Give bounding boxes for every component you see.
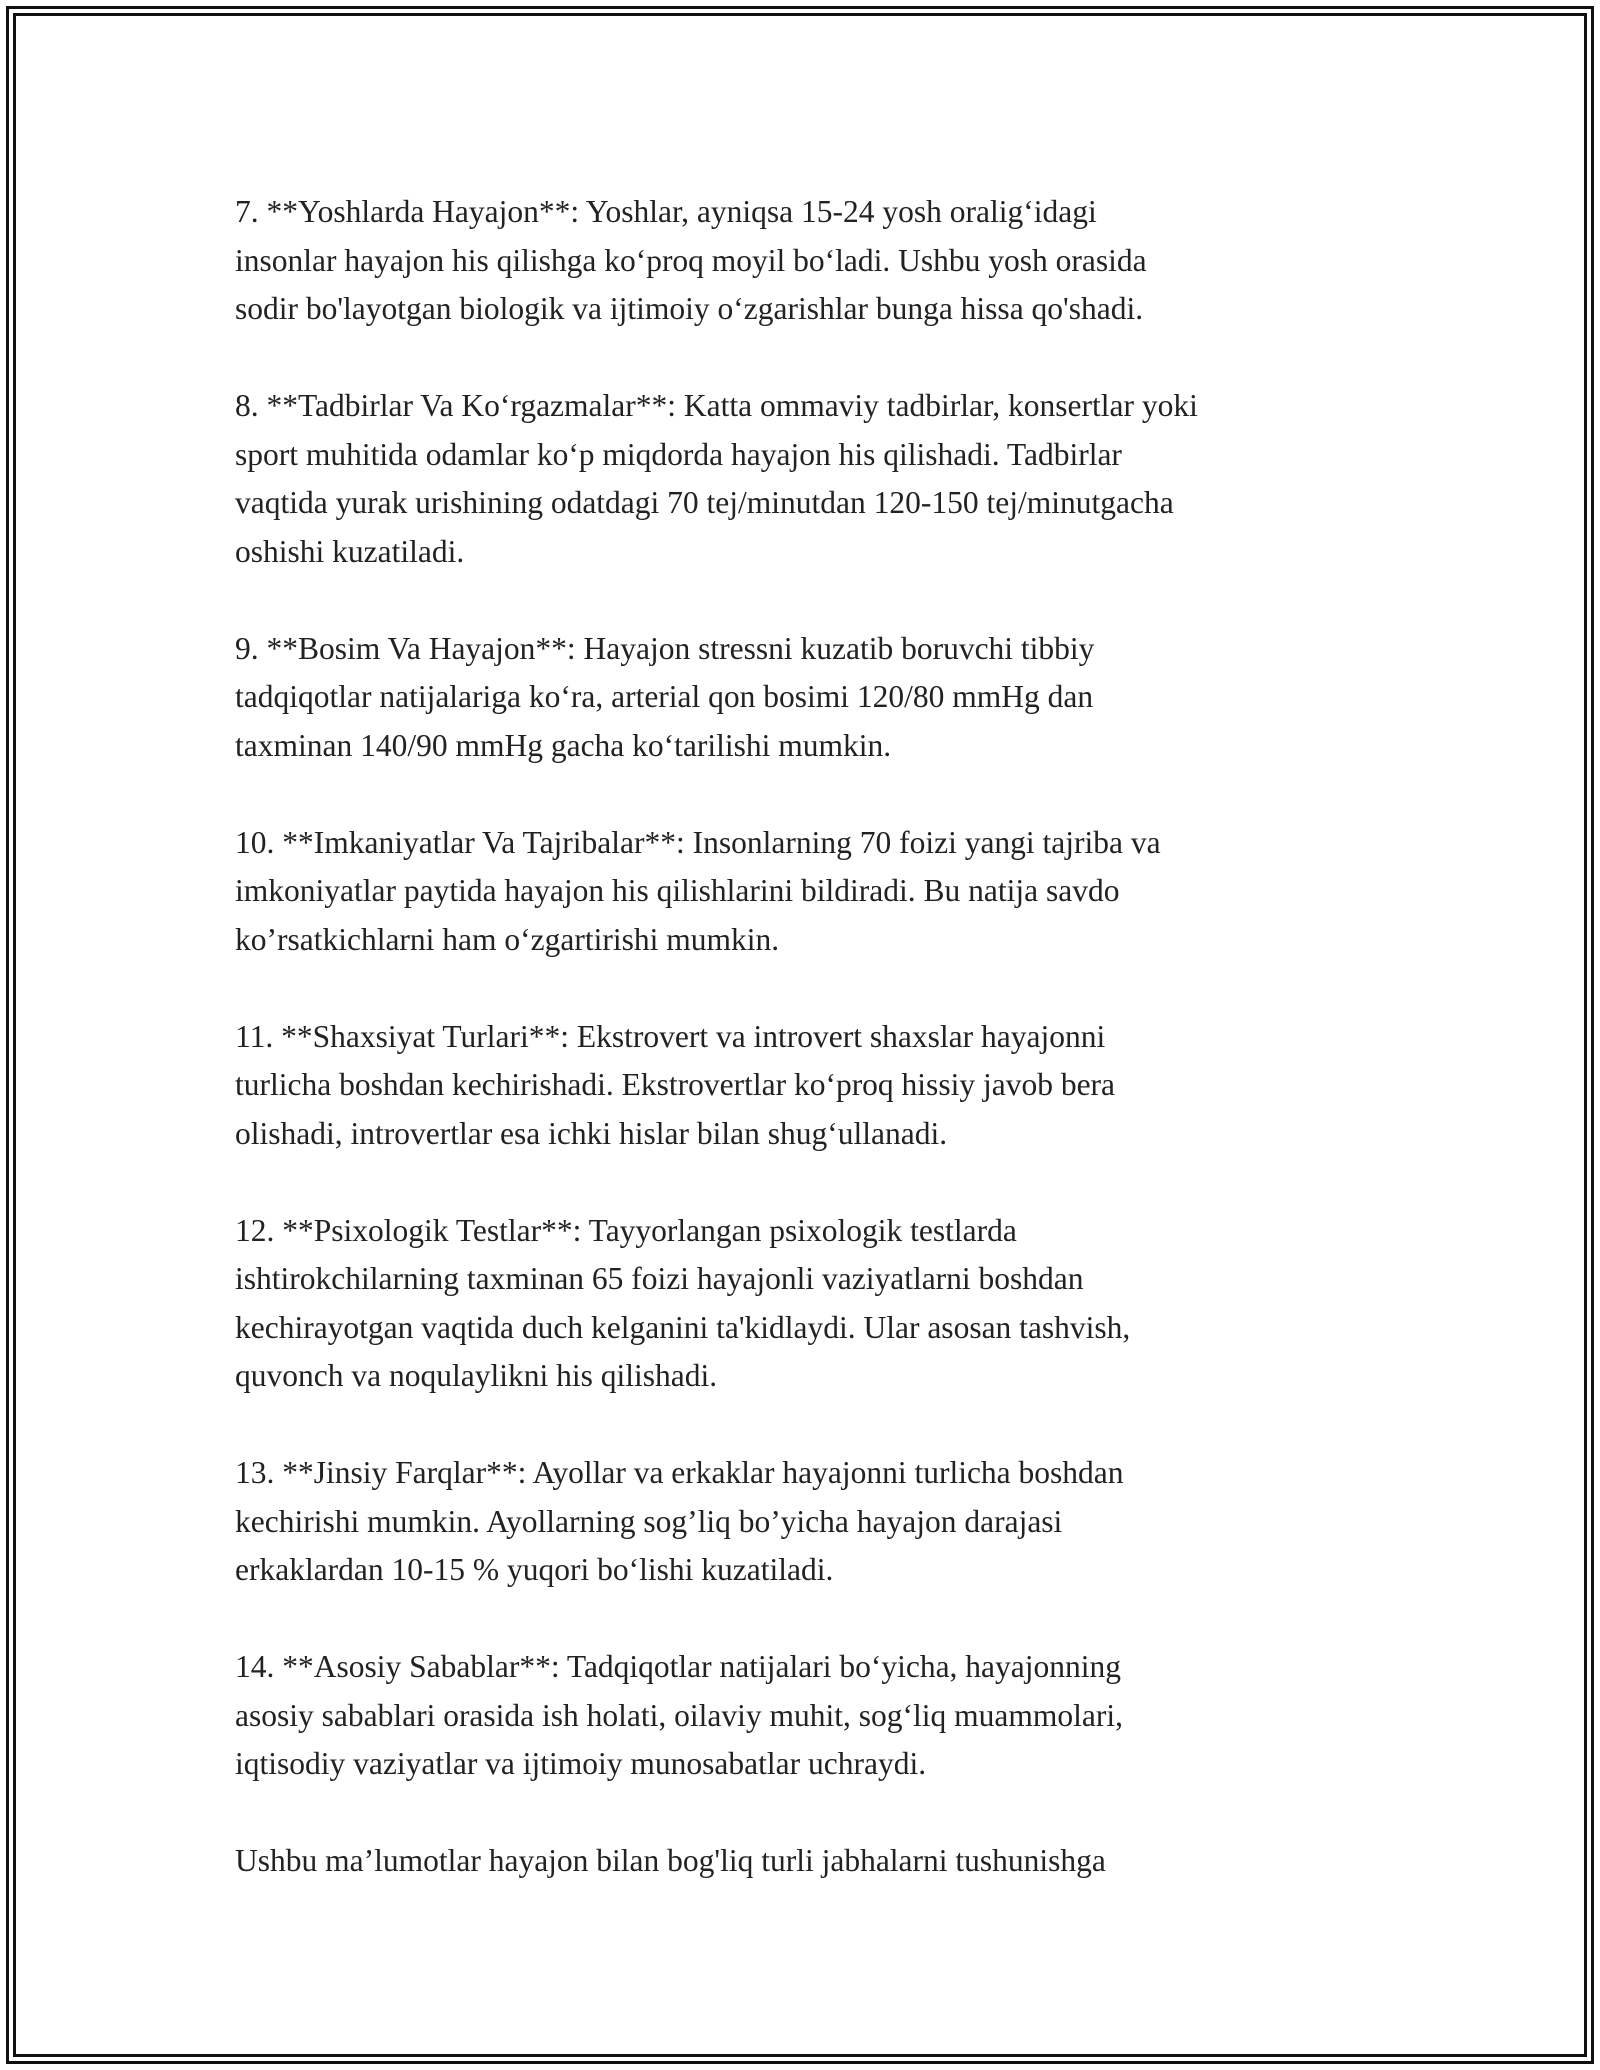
text-line: vaqtida yurak urishining odatdagi 70 tej/minutdan 120-150 tej/minutgacha (235, 485, 1174, 520)
text-line: sodir bo'layotgan biologik va ijtimoiy o‘zgarishlar bunga hissa qo'shadi. (235, 291, 1144, 326)
paragraph-conclusion (235, 1837, 1385, 1886)
text-line: erkaklardan 10-15 % yuqori bo‘lishi kuzatiladi. (235, 1552, 834, 1587)
text-line: 12. **Psixologik Testlar**: Tayyorlangan psixologik testlarda (235, 1212, 1017, 1248)
paragraph-item-11 (235, 1013, 1385, 1159)
text-line: kechirayotgan vaqtida duch kelganini ta'kidlaydi. Ular asosan tashvish, (235, 1309, 1131, 1345)
document-body (235, 188, 1385, 1934)
text-line: ko’rsatkichlarni ham o‘zgartirishi mumkin. (235, 921, 780, 957)
paragraph-item-13 (235, 1449, 1385, 1595)
text-line: sport muhitida odamlar ko‘p miqdorda hayajon his qilishadi. Tadbirlar (235, 436, 1122, 472)
text-line: 14. **Asosiy Sabablar**: Tadqiqotlar natijalari bo‘yicha, hayajonning (235, 1649, 1122, 1684)
text-line: olishadi, introvertlar esa ichki hislar bilan shug‘ullanadi. (235, 1115, 948, 1151)
text-line: kechirishi mumkin. Ayollarning sog’liq bo’yicha hayajon darajasi (235, 1503, 1063, 1539)
text-line: 10. **Imkaniyatlar Va Tajribalar**: Insonlarning 70 foizi yangi tajriba va (235, 824, 1161, 860)
text-line: oshishi kuzatiladi. (235, 533, 465, 569)
text-line: 7. **Yoshlarda Hayajon**: Yoshlar, ayniqsa 15-24 yosh oralig‘idagi (235, 194, 1097, 229)
text-line: 13. **Jinsiy Farqlar**: Ayollar va erkaklar hayajonni turlicha boshdan (235, 1455, 1124, 1490)
text-line: imkoniyatlar paytida hayajon his qilishlarini bildiradi. Bu natija savdo (235, 873, 1120, 908)
text-line: insonlar hayajon his qilishga ko‘proq moyil bo‘ladi. Ushbu yosh orasida (235, 242, 1147, 278)
text-line: 11. **Shaxsiyat Turlari**: Ekstrovert va introvert shaxslar hayajonni (235, 1018, 1106, 1054)
paragraph-item-8 (235, 382, 1385, 576)
text-line: 9. **Bosim Va Hayajon**: Hayajon stressni kuzatib boruvchi tibbiy (235, 630, 1095, 666)
paragraph-item-7 (235, 188, 1385, 334)
paragraph-item-9 (235, 625, 1385, 771)
paragraph-item-14 (235, 1643, 1385, 1789)
paragraph-item-12 (235, 1207, 1385, 1401)
text-line: Ushbu ma’lumotlar hayajon bilan bog'liq turli jabhalarni tushunishga (235, 1843, 1106, 1878)
text-line: tadqiqotlar natijalariga ko‘ra, arterial qon bosimi 120/80 mmHg dan (235, 679, 1094, 714)
text-line: taxminan 140/90 mmHg gacha ko‘tarilishi mumkin. (235, 727, 892, 763)
text-line: 8. **Tadbirlar Va Ko‘rgazmalar**: Katta ommaviy tadbirlar, konsertlar yoki (235, 388, 1198, 423)
text-line: asosiy sabablari orasida ish holati, oilaviy muhit, sog‘liq muammolari, (235, 1697, 1123, 1733)
text-line: turlicha boshdan kechirishadi. Ekstrovertlar ko‘proq hissiy javob bera (235, 1067, 1116, 1102)
text-line: quvonch va noqulaylikni his qilishadi. (235, 1358, 718, 1393)
paragraph-item-10 (235, 819, 1385, 965)
text-line: iqtisodiy vaziyatlar va ijtimoiy munosabatlar uchraydi. (235, 1746, 927, 1781)
text-line: ishtirokchilarning taxminan 65 foizi hayajonli vaziyatlarni boshdan (235, 1261, 1084, 1296)
